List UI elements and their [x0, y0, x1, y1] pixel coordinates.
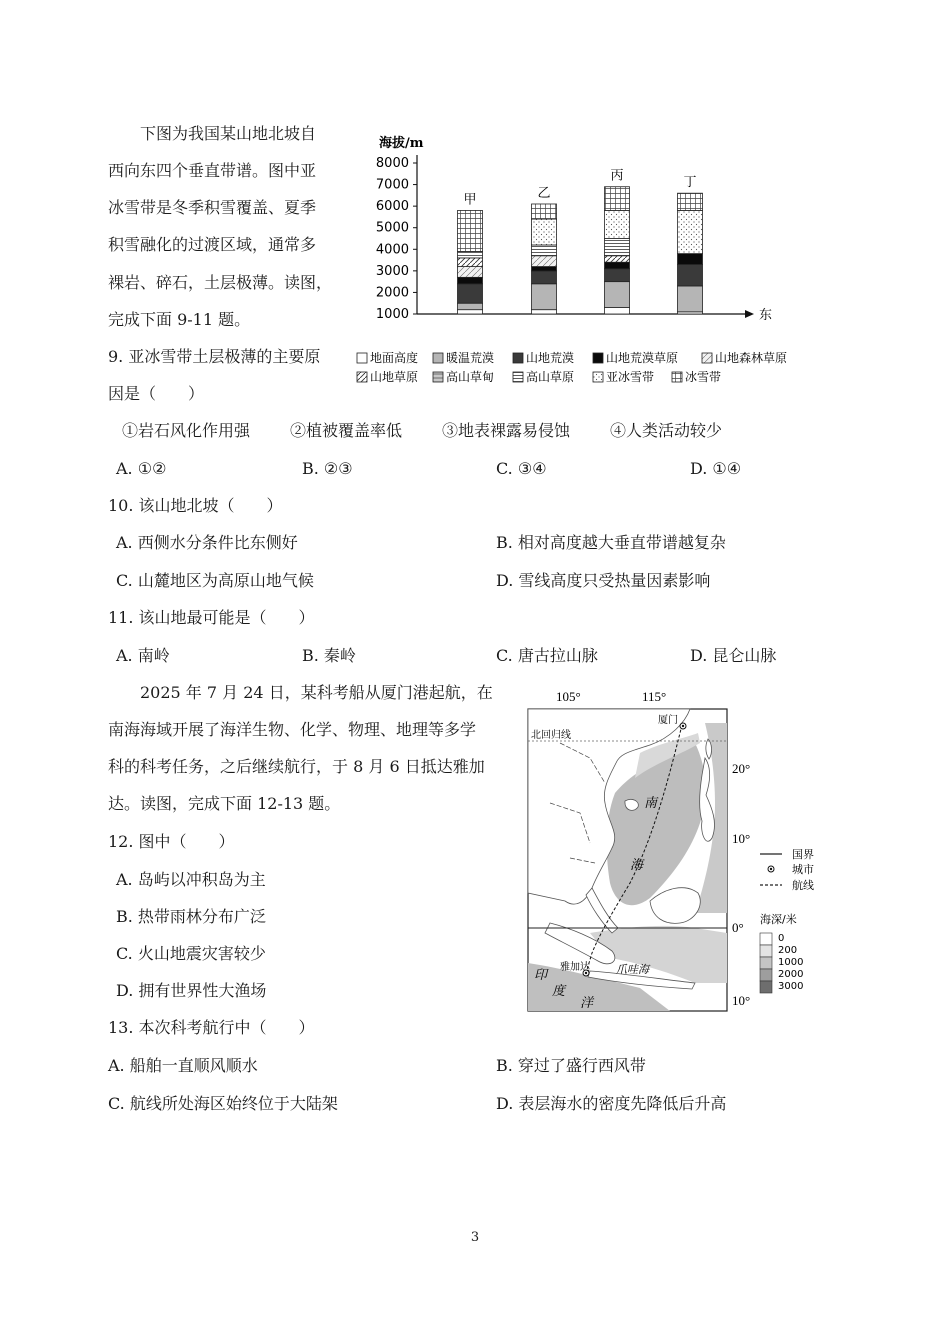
intro1-line: 裸岩、碎石，土层极薄。读图， — [108, 273, 333, 292]
legend-label: 暖温荒漠 — [446, 351, 495, 365]
q10-option-a[interactable]: A. 西侧水分条件比东侧好 — [116, 533, 298, 552]
q12-stem: 12. 图中（ ） — [108, 832, 235, 851]
legend-label: 高山草甸 — [446, 370, 495, 384]
legend-swatch — [513, 372, 523, 382]
legend-swatch — [433, 372, 443, 382]
y-tick-label: 4000 — [375, 242, 409, 258]
lat-label: 10° — [732, 993, 751, 1008]
bar-segment — [532, 284, 557, 310]
legend-swatch — [513, 353, 523, 363]
bar-segment — [458, 267, 483, 278]
q9-option-a[interactable]: A. ①② — [116, 459, 167, 478]
depth-level: 2000 — [778, 969, 804, 980]
bar-segment — [532, 271, 557, 284]
legend-swatch — [357, 353, 367, 363]
bar-segment — [532, 267, 557, 271]
q12-option-c[interactable]: C. 火山地震灾害较少 — [116, 944, 266, 963]
q11-option-c[interactable]: C. 唐古拉山脉 — [496, 646, 598, 665]
tropic-label: 北回归线 — [531, 730, 571, 741]
q10-stem: 10. 该山地北坡（ ） — [108, 496, 283, 515]
q13-option-c[interactable]: C. 航线所处海区始终位于大陆架 — [108, 1094, 338, 1113]
city-jakarta-label: 雅加达 — [560, 962, 590, 973]
sea-name-char: 南 — [644, 796, 658, 811]
bar-category-label: 丙 — [610, 168, 624, 184]
bar-segment — [605, 282, 630, 308]
intro2-line: 南海海域开展了海洋生物、化学、物理、地理等多学 — [108, 720, 477, 739]
bar-segment — [532, 245, 557, 256]
q13-option-b[interactable]: B. 穿过了盛行西风带 — [496, 1056, 646, 1075]
lon-label: 115° — [642, 689, 667, 704]
y-tick-label: 7000 — [375, 177, 409, 193]
intro2-line: 科的科考任务，之后继续航行，于 8 月 6 日抵达雅加 — [108, 757, 485, 776]
bar-category-label: 丁 — [683, 175, 697, 191]
bar-segment — [605, 239, 630, 256]
x-axis-label: 东 — [759, 308, 773, 323]
q9-option-d[interactable]: D. ①④ — [690, 459, 742, 478]
x-axis-arrow — [745, 310, 754, 318]
y-tick-label: 8000 — [375, 156, 409, 171]
bar-segment — [532, 256, 557, 267]
y-axis-label: 海拔/m — [379, 136, 424, 151]
lat-label: 0° — [732, 920, 744, 935]
bar-segment — [458, 284, 483, 303]
q11-option-a[interactable]: A. 南岭 — [116, 646, 170, 665]
sea-name-char: 海 — [630, 858, 644, 873]
q10-option-c[interactable]: C. 山麓地区为高原山地气候 — [116, 571, 314, 590]
bar-segment — [605, 262, 630, 268]
depth-level: 1000 — [778, 957, 804, 968]
bar-segment — [532, 310, 557, 314]
y-tick-label: 6000 — [375, 199, 409, 215]
legend-label: 亚冰雪带 — [606, 370, 655, 384]
legend-swatch — [593, 353, 603, 363]
y-tick-label: 2000 — [375, 285, 409, 301]
q9-item: ①岩石风化作用强 — [122, 421, 251, 440]
q9-option-c[interactable]: C. ③④ — [496, 459, 547, 478]
page-number: 3 — [470, 1230, 480, 1245]
q9-stem: 因是（ ） — [108, 384, 205, 403]
legend-label: 山地草原 — [370, 370, 419, 384]
bar-segment — [458, 277, 483, 283]
bar-segment — [605, 210, 630, 238]
bar-segment — [532, 219, 557, 245]
legend-label: 山地荒漠 — [526, 351, 575, 365]
q10-option-b[interactable]: B. 相对高度越大垂直带谱越复杂 — [496, 533, 726, 552]
bar-segment — [458, 210, 483, 251]
q11-stem: 11. 该山地最可能是（ ） — [108, 608, 315, 627]
intro1-line: 西向东四个垂直带谱。图中亚 — [108, 161, 317, 180]
depth-level: 200 — [778, 945, 798, 956]
legend-route: 航线 — [792, 879, 814, 892]
bar-segment — [678, 210, 703, 253]
hainan — [625, 799, 638, 810]
city-xiamen-label: 厦门 — [658, 715, 678, 726]
legend-border: 国界 — [792, 848, 814, 861]
legend-swatch — [593, 372, 603, 382]
q13-stem: 13. 本次科考航行中（ ） — [108, 1018, 315, 1037]
q9-item: ③地表裸露易侵蚀 — [442, 421, 571, 440]
q12-option-b[interactable]: B. 热带雨林分布广泛 — [116, 907, 266, 926]
legend-swatch — [357, 372, 367, 382]
legend-label: 高山草原 — [526, 370, 575, 384]
legend-label: 地面高度 — [370, 351, 419, 365]
q9-option-b[interactable]: B. ②③ — [302, 459, 353, 478]
depth-level: 3000 — [778, 981, 804, 992]
bar-segment — [605, 308, 630, 314]
intro2-line: 2025 年 7 月 24 日，某科考船从厦门港起航，在 — [140, 683, 493, 702]
legend-label: 冰雪带 — [685, 370, 722, 384]
bar-segment — [458, 258, 483, 267]
ocean-name-char: 印 — [534, 968, 548, 983]
legend-swatch — [433, 353, 443, 363]
intro2-line: 达。读图，完成下面 12-13 题。 — [108, 794, 341, 813]
depth-title: 海深/米 — [760, 913, 797, 926]
bar-segment — [678, 254, 703, 265]
bar-segment — [605, 187, 630, 211]
intro1-line: 下图为我国某山地北坡自 — [140, 124, 317, 143]
q12-option-d[interactable]: D. 拥有世界性大渔场 — [116, 981, 267, 1000]
bar-segment — [678, 264, 703, 286]
q11-option-d[interactable]: D. 昆仑山脉 — [690, 646, 777, 665]
intro1-line: 冰雪带是冬季积雪覆盖、夏季 — [108, 198, 317, 217]
intro1-line: 积雪融化的过渡区域，通常多 — [108, 235, 317, 254]
y-tick-label: 1000 — [375, 307, 409, 322]
lat-label: 10° — [732, 831, 751, 846]
legend-swatch — [702, 353, 712, 363]
depth-level: 0 — [778, 933, 785, 944]
q10-option-d[interactable]: D. 雪线高度只受热量因素影响 — [496, 571, 711, 590]
altitude-zonation-chart — [345, 128, 815, 398]
bar-segment — [678, 193, 703, 210]
q12-option-a[interactable]: A. 岛屿以冲积岛为主 — [116, 870, 266, 889]
intro1-line: 完成下面 9-11 题。 — [108, 310, 251, 329]
q9-item: ②植被覆盖率低 — [290, 421, 403, 440]
q13-option-a[interactable]: A. 船舶一直顺风顺水 — [108, 1056, 258, 1075]
bar-segment — [678, 286, 703, 312]
q13-option-d[interactable]: D. 表层海水的密度先降低后升高 — [496, 1094, 727, 1113]
y-tick-label: 5000 — [375, 220, 409, 236]
q9-stem: 9. 亚冰雪带土层极薄的主要原 — [108, 347, 321, 366]
q11-option-b[interactable]: B. 秦岭 — [302, 646, 356, 665]
legend-label: 山地荒漠草原 — [606, 351, 679, 365]
bar-segment — [605, 256, 630, 262]
y-tick-label: 3000 — [375, 263, 409, 279]
bar-category-label: 乙 — [537, 185, 551, 201]
q9-item: ④人类活动较少 — [610, 421, 723, 440]
java-sea-label: 爪哇海 — [616, 963, 649, 976]
bar-segment — [532, 204, 557, 219]
bar-segment — [458, 251, 483, 257]
legend-swatch — [672, 372, 682, 382]
bar-segment — [605, 269, 630, 282]
bar-segment — [458, 310, 483, 314]
ocean-name-char: 度 — [552, 984, 566, 999]
bar-category-label: 甲 — [463, 192, 477, 208]
legend-label: 山地森林草原 — [715, 351, 788, 365]
ocean-name-char: 洋 — [580, 996, 594, 1011]
lon-label: 105° — [556, 689, 581, 704]
bar-segment — [458, 303, 483, 309]
lat-label: 20° — [732, 761, 751, 776]
south-china-sea-map — [520, 683, 850, 1013]
legend-city: 城市 — [792, 863, 814, 876]
